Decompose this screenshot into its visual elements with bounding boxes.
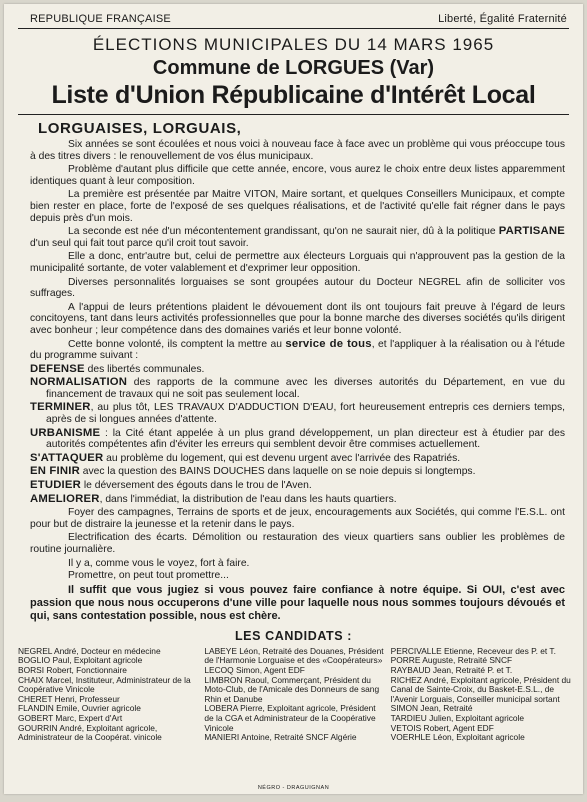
program-text: , au plus tôt, LES TRAVAUX D'ADDUCTION D'EAU, fort heureusement entrepris ces derniers temps, après de si longues années d'attente.	[46, 402, 565, 426]
candidate: MANIERI Antoine, Retraité SNCF Algérie	[204, 732, 357, 743]
program-keyword: NORMALISATION	[30, 376, 128, 389]
candidate: SIMON Jean, Retraité	[390, 703, 473, 714]
paragraph: Diverses personnalités lorguaises se sont groupées autour du Docteur NEGREL afin de solliciter vos suffrages.	[30, 276, 565, 300]
candidate: GOBERT Marc, Expert d'Art	[18, 712, 123, 723]
commune-title: Commune de LORGUES (Var)	[152, 57, 435, 79]
program-keyword: ETUDIER	[30, 479, 81, 492]
candidate: FLANDIN Emile, Ouvrier agricole	[18, 703, 141, 714]
candidate: PERCIVALLE Etienne, Receveur des P. et T.	[390, 645, 556, 656]
program-text: avec la question des BAINS DOUCHES dans laquelle on se noie depuis si longtemps.	[79, 466, 476, 478]
program-item	[30, 402, 565, 425]
paragraph: La première est présentée par Maitre VITON, Maire sortant, et quelques Conseillers Municipaux, et compte bien rester en place, forte de l'exposé de ses quelques réalisations, et de l'activité qu'elle fait régner dans le pays depuis près d'un mois.	[30, 189, 565, 224]
printer-imprint: NÉGRO - DRAGUIGNAN	[257, 785, 330, 791]
candidate: VETOIS Robert, Agent EDF	[390, 722, 494, 733]
divider	[18, 28, 569, 29]
paragraph-text: La seconde est née d'un mécontentement grandissant, qu'on ne saurait nier, dû à la politique	[68, 226, 499, 238]
paragraph: Electrification des écarts. Démolition ou restauration des vieux quartiers sans oublier les problèmes de routine journalière.	[30, 532, 565, 555]
candidates-title: LES CANDIDATS :	[234, 628, 353, 643]
greeting: LORGUAISES, LORGUAIS,	[38, 120, 242, 137]
candidate: GOURRIN André, Exploitant agricole, Administrateur de la Coopérat. vinicole	[18, 722, 162, 743]
candidate: CHERET Henri, Professeur	[18, 693, 120, 704]
candidate: LABEYE Léon, Retraité des Douanes, Président de l'Harmonie Lorguaise et des «Coopérateurs»	[204, 645, 384, 666]
candidate: BOGLIO Paul, Exploitant agricole	[18, 655, 143, 666]
candidate: VOERHLE Léon, Exploitant agricole	[390, 732, 525, 743]
candidates-column-2	[198, 647, 384, 743]
keyword: service de tous	[285, 337, 372, 350]
poster-body	[4, 115, 583, 623]
candidates-column-3	[385, 647, 571, 743]
motto-label: Liberté, Égalité Fraternité	[438, 13, 567, 25]
paragraph-text: d'un seul qui fait tout parce qu'il croit tout savoir.	[30, 237, 249, 249]
list-title: Liste d'Union Républicaine d'Intérêt Local	[51, 81, 536, 109]
program-item	[30, 453, 565, 465]
program-text: , dans l'immédiat, la distribution de l'eau dans les hauts quartiers.	[99, 493, 397, 505]
program-keyword: DEFENSE	[30, 362, 85, 375]
candidate: TARDIEU Julien, Exploitant agricole	[390, 712, 525, 723]
program-item	[30, 494, 565, 506]
elections-title: ÉLECTIONS MUNICIPALES DU 14 MARS 1965	[92, 35, 495, 54]
paragraph: A l'appui de leurs prétentions plaident le dévouement dont ils ont toujours fait preuve à l'égard de leurs concitoyens, tant dans leurs activités professionnelles que pour la bonne marche des diverses sociétés qu'ils dirigent avec bonheur ; leur compétence dans des domaines variés et leur bonne volonté.	[30, 301, 565, 336]
program-item	[30, 377, 565, 400]
candidate: RAYBAUD Jean, Retraité P. et T.	[390, 664, 513, 675]
candidate: NEGREL André, Docteur en médecine	[18, 645, 161, 656]
candidate: LECOQ Simon, Agent EDF	[204, 664, 305, 675]
poster-top-line	[4, 4, 583, 25]
paragraph-text: Cette bonne volonté, ils comptent la mettre au	[68, 338, 286, 350]
candidate: LIMBRON Raoul, Commerçant, Président du Moto-Club, de l'Amicale des Donneurs de sang Rhin et Danube	[204, 674, 380, 704]
candidates-column-1	[18, 647, 198, 743]
paragraph	[30, 339, 565, 362]
program-keyword: URBANISME	[30, 426, 101, 439]
program-keyword: TERMINER	[30, 401, 91, 414]
program-text: des rapports de la commune avec les diverses autorités du Département, en vue du financement de travaux qui ne soit pas seulement local.	[46, 377, 565, 400]
paragraph: Promettre, on peut tout promettre...	[68, 570, 229, 582]
paragraph: Six années se sont écoulées et nous voici à nouveau face à face avec un problème qui vous préoccupe tous à des titres divers : le renouvellement de vos élus municipaux.	[30, 139, 565, 162]
paragraph	[30, 226, 565, 249]
keyword: PARTISANE	[498, 225, 565, 238]
paragraph: Problème d'autant plus difficile que cette année, encore, vous aurez le choix entre deux listes apparemment identiques quant à leur composition.	[30, 164, 565, 187]
conclusion: Il suffit que vous jugiez si vous pouvez faire confiance à notre équipe. Si OUI, c'est avec passion que nous nous occuperons d'une ville pour laquelle nous nous sommes toujours dévoués et qui, sans contestation possible, nous est chère.	[30, 583, 565, 622]
program-keyword: S'ATTAQUER	[30, 451, 104, 464]
program-text: : la Cité étant appelée à un plus grand développement, un plan directeur est à étudier par des autorités compétentes afin d'éviter les erreurs qui semblent devoir être commises actuellement.	[46, 427, 565, 451]
program-item	[30, 428, 565, 451]
program-text: le déversement des égouts dans le trou de l'Aven.	[80, 480, 312, 492]
candidate: RICHEZ André, Exploitant agricole, Président du Canal de Sainte-Croix, du Basket-E.S.L., de l'Avenir Lorguais, Conseiller municipal sortant	[390, 674, 571, 704]
program-text: des libertés communales.	[84, 363, 205, 375]
paragraph: Foyer des campagnes, Terrains de sports et de jeux, encouragements aux Sociétés, qui comme l'E.S.L. ont pour but de distraire la jeunesse et la retenir dans le pays.	[30, 507, 565, 530]
candidate: PORRE Auguste, Retraité SNCF	[390, 655, 513, 666]
candidates-list	[4, 643, 583, 743]
program-item	[30, 466, 565, 478]
program-text: au problème du logement, qui est devenu urgent avec l'arrivée des Rapatriés.	[103, 452, 461, 464]
election-poster	[4, 4, 583, 794]
program-keyword: EN FINIR	[30, 465, 80, 478]
candidate: LOBERA Pierre, Exploitant agricole, Président de la CGA et Administrateur de la Coopérative Vinicole	[204, 703, 376, 733]
candidate: CHAIX Marcel, Instituteur, Administrateur de la Coopérative Vinicole	[18, 674, 191, 695]
paragraph-text: , et l'appliquer à la réalisation ou à l'étude du programme suivant :	[30, 338, 565, 362]
paragraph: Il y a, comme vous le voyez, fort à faire.	[68, 557, 250, 569]
candidate: BORSI Robert, Fonctionnaire	[18, 664, 127, 675]
program-item	[30, 480, 565, 492]
republic-label: REPUBLIQUE FRANÇAISE	[30, 13, 171, 25]
paragraph: Elle a donc, entr'autre but, celui de permettre aux électeurs Lorguais qui n'approuvent pas la gestion de la municipalité sortante, de voter valablement et d'exprimer leur opposition.	[30, 251, 565, 274]
program-item	[30, 364, 565, 376]
program-keyword: AMELIORER	[30, 492, 100, 505]
